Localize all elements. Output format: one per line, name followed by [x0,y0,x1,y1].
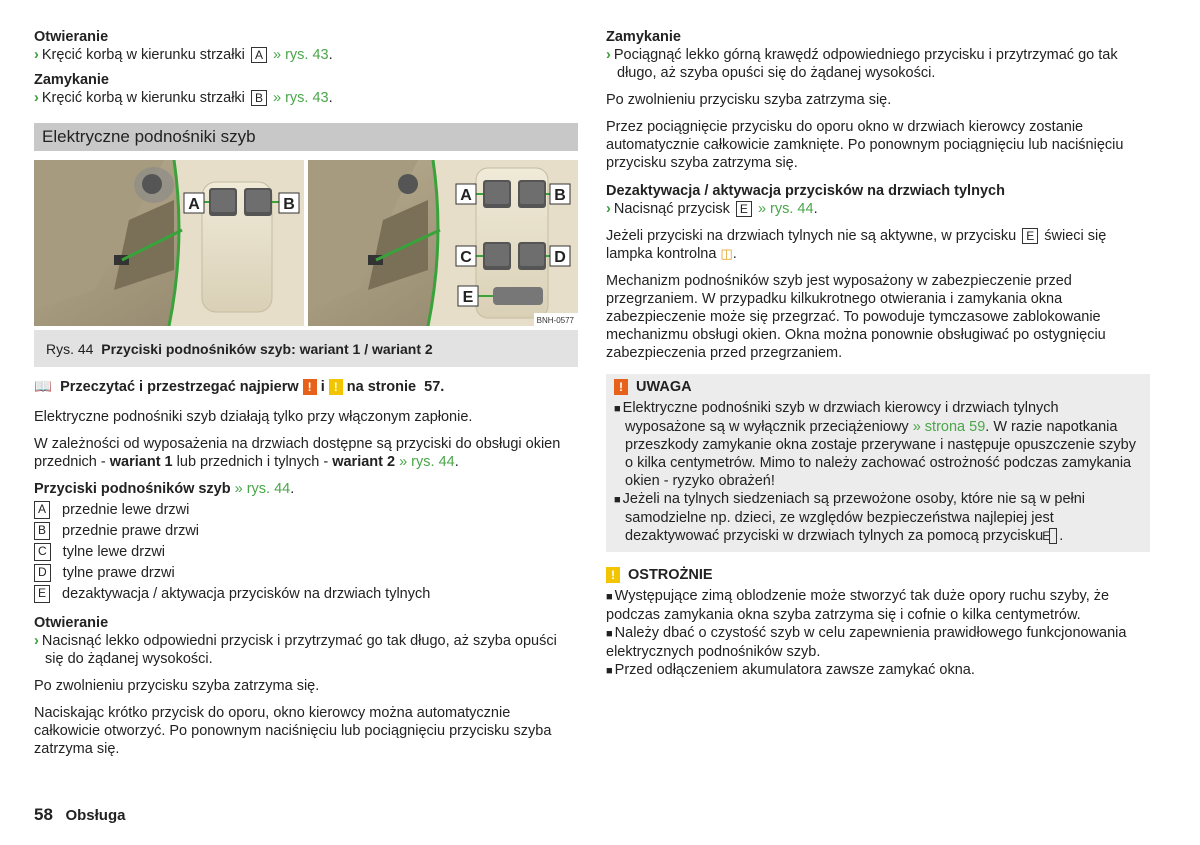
figure-label-a: A [188,196,200,213]
key-b: B [251,90,267,106]
warning-icon: ! [614,379,628,395]
figure-variant-1 [34,160,304,326]
arrow-icon: › [606,201,611,217]
page-footer [34,806,125,825]
caution-item: ■ Występujące zimą oblodzenie może stworzyć tak duże opory ruchu szyby, że podczas zamykania okna szyba zatrzyma się i cofnie o kilka centymetrów. [606,588,1110,623]
caution-icon: ! [606,567,620,583]
left-column [34,28,578,758]
list-item: C tylne lewe drzwi [34,543,578,561]
figure-label-a: A [460,187,472,204]
figure-label-c: C [460,249,472,266]
warning-icon: ! [303,379,317,395]
paragraph-auto-open: Naciskając krótko przycisk do oporu, okno kierowcy można automatycznie całkowicie otworzyć. Po ponownym naciśnięciu lub pociągnięciu przycisku szyba zatrzyma się. [34,705,552,757]
figure-code: BNH-0577 [536,316,574,325]
key-e: E [736,201,752,217]
warning-item: ■ Elektryczne podnośniki szyb w drzwiach kierowcy i drzwiach tylnych wyposażone są w wyłącznik przeciążeniowy » strona 59. W razie napotkania przeszkody zamykanie okna zostaje przerywane i następuje opuszczenie szyby o kilka centymetrów. Mimo to należy zachować ostrożność podczas zamykania okien - ryzyko obrażeń! [614,400,1136,489]
arrow-icon: › [34,633,39,649]
paragraph-auto-close: Przez pociągnięcie przycisku do oporu okno w drzwiach kierowcy zostanie automatycznie całkowicie zamknięte. Po ponownym pociągnięciu lub naciśnięciu przycisku szyba zatrzyma się. [606,119,1124,171]
figure-variant-2 [308,160,578,326]
step-closing-crank: › Kręcić korbą w kierunku strzałki B » rys. 43. [34,90,333,106]
subheading-opening: Otwieranie [34,29,109,45]
paragraph-indicator: Jeżeli przyciski na drzwiach tylnych nie są aktywne, w przycisku E świeci się lampka kontrolna ◫. [606,228,1107,262]
page-number: 58 [34,805,53,824]
figure-link[interactable]: » rys. 44 [757,201,814,217]
figure-caption: Rys. 44 Przyciski podnośników szyb: wariant 1 / wariant 2 [34,330,578,367]
figure-link[interactable]: » rys. 44 [399,454,455,470]
buttons-heading: Przyciski podnośników szyb » rys. 44. [34,481,295,497]
paragraph-overheat: Mechanizm podnośników szyb jest wyposażony w zabezpieczenie przed przegrzaniem. W przypadku kilkukrotnego otwierania i zamykania okna zabezpieczenie może się przegrzać. To powoduje tymczasowe zablokowanie mechanizmu obsługi okien. Okna można ponownie obsługiwać po ostygnięciu zabezpieczenia przed przegrzaniem. [606,273,1106,361]
section-title: Elektryczne podnośniki szyb [34,123,578,151]
door-panel-illustration [308,160,578,326]
arrow-icon: › [34,47,39,63]
caution-icon: ! [329,379,343,395]
list-item: B przednie prawe drzwi [34,522,578,540]
figure-link[interactable]: » rys. 44 [234,481,291,497]
step-opening-button: › Nacisnąć lekko odpowiedni przycisk i przytrzymać go tak długo, aż szyba opuści się do żądanej wysokości. [34,633,557,667]
right-column [606,28,1150,680]
figure-link[interactable]: » rys. 43 [273,47,329,63]
arrow-icon: › [34,90,39,106]
key-e: E [1049,528,1057,544]
caution-item: ■ Należy dbać o czystość szyb w celu zapewnienia prawidłowego funkcjonowania elektrycznych podnośników szyb. [606,625,1127,660]
subheading-closing: Zamykanie [34,72,109,88]
caution-item: ■ Przed odłączeniem akumulatora zawsze zamykać okna. [606,662,975,678]
subheading-deactivation: Dezaktywacja / aktywacja przycisków na drzwiach tylnych [606,183,1005,199]
figure-label-b: B [554,187,566,204]
figure-44 [34,160,578,326]
list-item: D tylne prawe drzwi [34,564,578,582]
list-item: A przednie lewe drzwi [34,501,578,519]
paragraph-release: Po zwolnieniu przycisku szyba zatrzyma się. [34,678,320,694]
page-link[interactable]: » strona 59 [912,419,986,435]
figure-label-e: E [462,289,474,306]
step-opening-crank: › Kręcić korbą w kierunku strzałki A » rys. 43. [34,47,333,63]
warning-item: ■ Jeżeli na tylnych siedzeniach są przewożone osoby, które nie są w pełni samodzielne np. dzieci, ze względów bezpieczeństwa najlepiej jest dezaktywować przyciski w drzwiach tylnych za pomocą przycisku E . [614,491,1086,544]
subheading-opening-2: Otwieranie [34,615,109,631]
paragraph-variants: W zależności od wyposażenia na drzwiach dostępne są przyciski do obsługi okien przednich - wariant 1 lub przednich i tylnych - wariant 2 » rys. 44. [34,436,561,470]
step-deactivation: › Nacisnąć przycisk E » rys. 44. [606,201,818,217]
figure-link[interactable]: » rys. 43 [273,90,329,106]
warning-box [606,374,1150,552]
list-item: E dezaktywacja / aktywacja przycisków na drzwiach tylnych [34,585,578,603]
subheading-closing-2: Zamykanie [606,29,681,45]
window-lock-lamp-icon: ◫ [720,246,733,261]
door-panel-illustration [34,160,304,326]
read-note: 📖 Przeczytać i przestrzegać najpierw ! i ! na stronie 57. [34,379,445,395]
paragraph-ignition: Elektryczne podnośniki szyb działają tylko przy włączonym zapłonie. [34,409,473,425]
buttons-list [34,501,578,603]
figure-label-b: B [283,196,295,213]
paragraph-release-2: Po zwolnieniu przycisku szyba zatrzyma się. [606,92,892,108]
warning-title: UWAGA [636,379,692,395]
footer-section: Obsługa [65,807,126,824]
book-icon: 📖 [34,379,53,395]
key-e: E [1022,228,1038,244]
step-closing-button: › Pociągnąć lekko górną krawędź odpowiedniego przycisku i przytrzymać go tak długo, aż szyba opuści się do żądanej wysokości. [606,47,1118,81]
caution-box [606,566,1150,680]
figure-label-d: D [554,249,566,266]
key-a: A [251,47,267,63]
arrow-icon: › [606,47,611,63]
caution-title: OSTROŻNIE [628,567,713,583]
